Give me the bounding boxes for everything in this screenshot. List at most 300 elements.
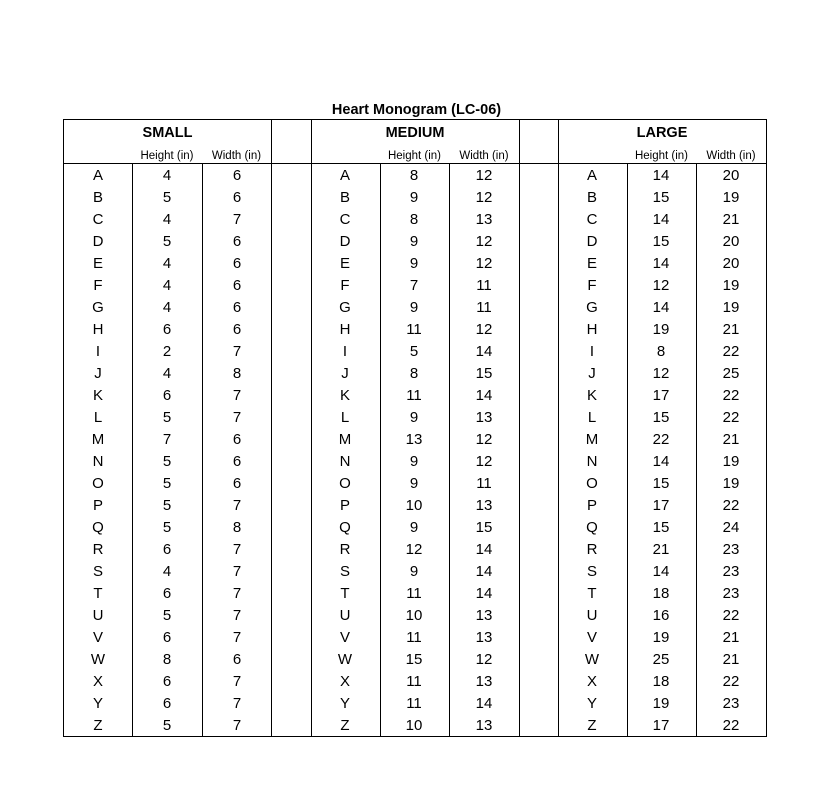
- table-row: [311, 715, 519, 737]
- section-small-rows: [64, 165, 271, 737]
- height-cell: 9: [409, 519, 419, 536]
- letter-cell: W: [90, 651, 106, 668]
- letter-cell: H: [339, 321, 351, 338]
- height-cell: 11: [406, 387, 422, 404]
- height-cell: 9: [409, 189, 419, 206]
- table-row: [558, 583, 766, 605]
- height-cell: 14: [652, 167, 670, 184]
- height-cell: 17: [652, 717, 670, 734]
- table-row: [558, 385, 766, 407]
- width-cell: 22: [722, 343, 740, 360]
- height-cell: 4: [162, 365, 172, 382]
- table-row: [64, 495, 271, 517]
- section-large-rows: [558, 165, 766, 737]
- height-cell: 10: [405, 607, 423, 624]
- letter-cell: O: [586, 475, 598, 492]
- width-cell: 19: [722, 453, 740, 470]
- table-row: [558, 539, 766, 561]
- width-cell: 13: [475, 717, 493, 734]
- height-cell: 21: [652, 541, 670, 558]
- letter-cell: K: [339, 387, 350, 404]
- width-cell: 7: [232, 585, 242, 602]
- table-row: [311, 165, 519, 187]
- letter-cell: S: [586, 563, 597, 580]
- height-cell: 19: [652, 321, 670, 338]
- table-row: [64, 407, 271, 429]
- letter-cell: N: [586, 453, 598, 470]
- table-row: [311, 517, 519, 539]
- letter-cell: X: [92, 673, 103, 690]
- table-row: [64, 451, 271, 473]
- letter-cell: C: [339, 211, 351, 228]
- letter-cell: A: [586, 167, 597, 184]
- letter-cell: G: [339, 299, 351, 316]
- section-medium-rows: [311, 165, 519, 737]
- height-cell: 4: [162, 299, 172, 316]
- table-row: [311, 539, 519, 561]
- letter-cell: I: [589, 343, 595, 360]
- height-cell: 18: [652, 673, 670, 690]
- width-column-header: Width (in): [459, 150, 509, 162]
- table-row: [558, 649, 766, 671]
- height-cell: 4: [162, 255, 172, 272]
- table-row: [558, 429, 766, 451]
- width-cell: 23: [722, 563, 740, 580]
- width-cell: 23: [722, 695, 740, 712]
- table-row: [311, 253, 519, 275]
- letter-cell: L: [340, 409, 350, 426]
- width-cell: 15: [475, 519, 493, 536]
- letter-cell: A: [339, 167, 350, 184]
- letter-cell: O: [92, 475, 104, 492]
- table-row: [64, 715, 271, 737]
- height-cell: 17: [652, 387, 670, 404]
- width-cell: 13: [475, 629, 493, 646]
- section-title: MEDIUM: [385, 125, 445, 141]
- width-cell: 12: [475, 651, 493, 668]
- monogram-size-table: [63, 119, 767, 737]
- height-cell: 5: [162, 233, 172, 250]
- table-row: [64, 473, 271, 495]
- height-cell: 14: [652, 255, 670, 272]
- width-cell: 24: [722, 519, 740, 536]
- height-cell: 8: [409, 167, 419, 184]
- height-cell: 15: [652, 409, 670, 426]
- section-title: SMALL: [142, 125, 193, 141]
- table-row: [558, 451, 766, 473]
- height-cell: 15: [652, 519, 670, 536]
- table-row: [558, 363, 766, 385]
- table-row: [558, 605, 766, 627]
- letter-cell: T: [93, 585, 103, 602]
- page-title: Heart Monogram (LC-06): [331, 102, 502, 118]
- letter-cell: J: [94, 365, 102, 382]
- letter-cell: T: [587, 585, 597, 602]
- table-row: [64, 649, 271, 671]
- table-row: [311, 473, 519, 495]
- width-cell: 21: [722, 431, 740, 448]
- height-cell: 19: [652, 629, 670, 646]
- letter-cell: Z: [587, 717, 597, 734]
- width-cell: 22: [722, 387, 740, 404]
- table-row: [64, 187, 271, 209]
- table-row: [311, 495, 519, 517]
- table-row: [558, 297, 766, 319]
- table-row: [64, 319, 271, 341]
- width-cell: 20: [722, 233, 740, 250]
- width-cell: 20: [722, 255, 740, 272]
- letter-cell: V: [339, 629, 350, 646]
- height-column-header: Height (in): [387, 150, 442, 162]
- height-cell: 6: [162, 673, 172, 690]
- width-cell: 22: [722, 409, 740, 426]
- width-cell: 25: [722, 365, 740, 382]
- table-row: [64, 297, 271, 319]
- table-row: [311, 561, 519, 583]
- width-cell: 23: [722, 585, 740, 602]
- letter-cell: D: [339, 233, 351, 250]
- letter-cell: F: [93, 277, 103, 294]
- letter-cell: F: [587, 277, 597, 294]
- table-row: [558, 275, 766, 297]
- width-cell: 7: [232, 497, 242, 514]
- letter-cell: C: [92, 211, 104, 228]
- table-row: [558, 495, 766, 517]
- height-cell: 6: [162, 321, 172, 338]
- width-cell: 21: [722, 321, 740, 338]
- width-cell: 7: [232, 673, 242, 690]
- table-row: [64, 231, 271, 253]
- table-row: [558, 319, 766, 341]
- height-cell: 14: [652, 563, 670, 580]
- height-cell: 13: [405, 431, 423, 448]
- width-cell: 7: [232, 563, 242, 580]
- width-cell: 7: [232, 607, 242, 624]
- letter-cell: B: [92, 189, 103, 206]
- table-row: [64, 627, 271, 649]
- letter-cell: I: [342, 343, 348, 360]
- height-cell: 2: [162, 343, 172, 360]
- height-cell: 5: [162, 475, 172, 492]
- height-cell: 16: [652, 607, 670, 624]
- letter-cell: Q: [586, 519, 598, 536]
- letter-cell: G: [92, 299, 104, 316]
- table-row: [311, 297, 519, 319]
- width-column-header: Width (in): [211, 150, 262, 162]
- table-row: [311, 187, 519, 209]
- height-cell: 4: [162, 277, 172, 294]
- letter-cell: K: [586, 387, 597, 404]
- width-cell: 14: [475, 585, 493, 602]
- width-cell: 13: [475, 211, 493, 228]
- letter-cell: L: [587, 409, 597, 426]
- table-row: [558, 407, 766, 429]
- width-cell: 20: [722, 167, 740, 184]
- height-cell: 5: [409, 343, 419, 360]
- table-row: [64, 561, 271, 583]
- height-cell: 10: [405, 497, 423, 514]
- height-cell: 6: [162, 387, 172, 404]
- letter-cell: V: [586, 629, 597, 646]
- height-cell: 15: [652, 475, 670, 492]
- letter-cell: N: [92, 453, 104, 470]
- height-cell: 9: [409, 453, 419, 470]
- width-cell: 7: [232, 541, 242, 558]
- height-cell: 6: [162, 629, 172, 646]
- table-row: [64, 253, 271, 275]
- height-cell: 9: [409, 475, 419, 492]
- width-cell: 7: [232, 343, 242, 360]
- letter-cell: R: [92, 541, 104, 558]
- width-cell: 19: [722, 299, 740, 316]
- height-cell: 11: [406, 673, 422, 690]
- height-cell: 11: [406, 629, 422, 646]
- letter-cell: Y: [339, 695, 350, 712]
- width-cell: 11: [476, 277, 492, 294]
- height-cell: 9: [409, 563, 419, 580]
- letter-cell: W: [584, 651, 600, 668]
- letter-cell: S: [339, 563, 350, 580]
- height-cell: 7: [409, 277, 419, 294]
- width-cell: 6: [232, 233, 242, 250]
- width-cell: 22: [722, 673, 740, 690]
- width-cell: 12: [475, 431, 493, 448]
- height-cell: 12: [405, 541, 423, 558]
- height-cell: 7: [162, 431, 172, 448]
- table-row: [311, 363, 519, 385]
- letter-cell: O: [339, 475, 351, 492]
- height-cell: 5: [162, 717, 172, 734]
- height-cell: 14: [652, 453, 670, 470]
- height-cell: 12: [652, 365, 670, 382]
- width-cell: 11: [476, 475, 492, 492]
- table-row: [64, 341, 271, 363]
- letter-cell: S: [92, 563, 103, 580]
- width-cell: 21: [722, 629, 740, 646]
- table-row: [558, 715, 766, 737]
- height-cell: 6: [162, 585, 172, 602]
- table-row: [558, 253, 766, 275]
- width-cell: 7: [232, 387, 242, 404]
- height-cell: 11: [406, 321, 422, 338]
- table-row: [311, 627, 519, 649]
- letter-cell: Z: [340, 717, 350, 734]
- width-cell: 6: [232, 321, 242, 338]
- height-cell: 11: [406, 585, 422, 602]
- width-cell: 12: [475, 189, 493, 206]
- letter-cell: X: [339, 673, 350, 690]
- height-cell: 9: [409, 409, 419, 426]
- table-row: [64, 275, 271, 297]
- table-row: [311, 407, 519, 429]
- table-row: [311, 319, 519, 341]
- height-cell: 4: [162, 211, 172, 228]
- letter-cell: Y: [586, 695, 597, 712]
- table-row: [311, 671, 519, 693]
- width-cell: 19: [722, 277, 740, 294]
- width-cell: 7: [232, 211, 242, 228]
- table-row: [311, 231, 519, 253]
- height-cell: 15: [405, 651, 423, 668]
- letter-cell: J: [588, 365, 596, 382]
- width-cell: 6: [232, 475, 242, 492]
- table-row: [64, 517, 271, 539]
- height-cell: 11: [406, 695, 422, 712]
- height-cell: 4: [162, 563, 172, 580]
- width-cell: 7: [232, 629, 242, 646]
- letter-cell: P: [339, 497, 350, 514]
- letter-cell: E: [339, 255, 350, 272]
- section-title: LARGE: [636, 125, 688, 141]
- table-row: [311, 649, 519, 671]
- height-cell: 8: [656, 343, 666, 360]
- section-small-header: [64, 120, 271, 165]
- width-cell: 6: [232, 299, 242, 316]
- table-row: [558, 693, 766, 715]
- height-cell: 6: [162, 695, 172, 712]
- height-cell: 22: [652, 431, 670, 448]
- width-cell: 12: [475, 453, 493, 470]
- table-row: [311, 429, 519, 451]
- width-cell: 22: [722, 497, 740, 514]
- width-cell: 19: [722, 189, 740, 206]
- width-cell: 13: [475, 409, 493, 426]
- table-row: [558, 231, 766, 253]
- table-row: [64, 165, 271, 187]
- letter-cell: F: [340, 277, 350, 294]
- height-cell: 6: [162, 541, 172, 558]
- width-cell: 6: [232, 431, 242, 448]
- height-cell: 9: [409, 255, 419, 272]
- table-row: [64, 583, 271, 605]
- letter-cell: E: [92, 255, 103, 272]
- width-cell: 6: [232, 453, 242, 470]
- width-cell: 8: [232, 365, 242, 382]
- section-medium-header: [311, 120, 519, 165]
- height-cell: 4: [162, 167, 172, 184]
- letter-cell: M: [91, 431, 105, 448]
- width-cell: 6: [232, 651, 242, 668]
- width-cell: 12: [475, 321, 493, 338]
- letter-cell: U: [92, 607, 104, 624]
- height-cell: 5: [162, 607, 172, 624]
- letter-cell: H: [92, 321, 104, 338]
- table-row: [558, 517, 766, 539]
- width-cell: 12: [475, 233, 493, 250]
- width-cell: 23: [722, 541, 740, 558]
- table-row: [64, 209, 271, 231]
- letter-cell: Q: [339, 519, 351, 536]
- table-row: [64, 671, 271, 693]
- letter-cell: P: [586, 497, 597, 514]
- table-row: [311, 451, 519, 473]
- height-cell: 8: [162, 651, 172, 668]
- width-cell: 14: [475, 695, 493, 712]
- width-cell: 12: [475, 167, 493, 184]
- height-cell: 17: [652, 497, 670, 514]
- table-row: [558, 341, 766, 363]
- width-cell: 21: [722, 211, 740, 228]
- height-cell: 10: [405, 717, 423, 734]
- letter-cell: N: [339, 453, 351, 470]
- height-cell: 18: [652, 585, 670, 602]
- width-cell: 6: [232, 255, 242, 272]
- width-cell: 15: [475, 365, 493, 382]
- table-row: [558, 209, 766, 231]
- letter-cell: U: [339, 607, 351, 624]
- letter-cell: P: [92, 497, 103, 514]
- table-row: [311, 385, 519, 407]
- letter-cell: B: [339, 189, 350, 206]
- height-cell: 8: [409, 365, 419, 382]
- height-column-header: Height (in): [634, 150, 689, 162]
- letter-cell: K: [92, 387, 103, 404]
- width-column-header: Width (in): [706, 150, 756, 162]
- width-cell: 8: [232, 519, 242, 536]
- table-row: [558, 165, 766, 187]
- width-cell: 14: [475, 541, 493, 558]
- height-cell: 5: [162, 189, 172, 206]
- width-cell: 14: [475, 563, 493, 580]
- width-cell: 13: [475, 673, 493, 690]
- letter-cell: V: [92, 629, 103, 646]
- width-cell: 6: [232, 277, 242, 294]
- height-cell: 15: [652, 233, 670, 250]
- width-cell: 21: [722, 651, 740, 668]
- table-row: [558, 561, 766, 583]
- section-large-header: [558, 120, 766, 165]
- letter-cell: Z: [93, 717, 103, 734]
- table-row: [311, 275, 519, 297]
- table-row: [311, 209, 519, 231]
- height-cell: 25: [652, 651, 670, 668]
- width-cell: 11: [476, 299, 492, 316]
- table-row: [64, 539, 271, 561]
- height-cell: 9: [409, 299, 419, 316]
- letter-cell: M: [338, 431, 352, 448]
- width-cell: 22: [722, 717, 740, 734]
- letter-cell: C: [586, 211, 598, 228]
- letter-cell: Y: [92, 695, 103, 712]
- width-cell: 7: [232, 409, 242, 426]
- width-cell: 14: [475, 387, 493, 404]
- table-row: [64, 385, 271, 407]
- height-cell: 19: [652, 695, 670, 712]
- table-row: [64, 363, 271, 385]
- table-row: [558, 473, 766, 495]
- letter-cell: J: [341, 365, 349, 382]
- letter-cell: E: [586, 255, 597, 272]
- letter-cell: R: [339, 541, 351, 558]
- letter-cell: I: [95, 343, 101, 360]
- height-column-header: Height (in): [140, 150, 194, 162]
- height-cell: 14: [652, 299, 670, 316]
- table-row: [558, 187, 766, 209]
- height-cell: 9: [409, 233, 419, 250]
- table-row: [311, 341, 519, 363]
- width-cell: 7: [232, 695, 242, 712]
- width-cell: 14: [475, 343, 493, 360]
- letter-cell: T: [340, 585, 350, 602]
- table-row: [64, 693, 271, 715]
- letter-cell: X: [586, 673, 597, 690]
- height-cell: 15: [652, 189, 670, 206]
- height-cell: 8: [409, 211, 419, 228]
- letter-cell: D: [92, 233, 104, 250]
- height-cell: 5: [162, 453, 172, 470]
- width-cell: 13: [475, 497, 493, 514]
- height-cell: 5: [162, 519, 172, 536]
